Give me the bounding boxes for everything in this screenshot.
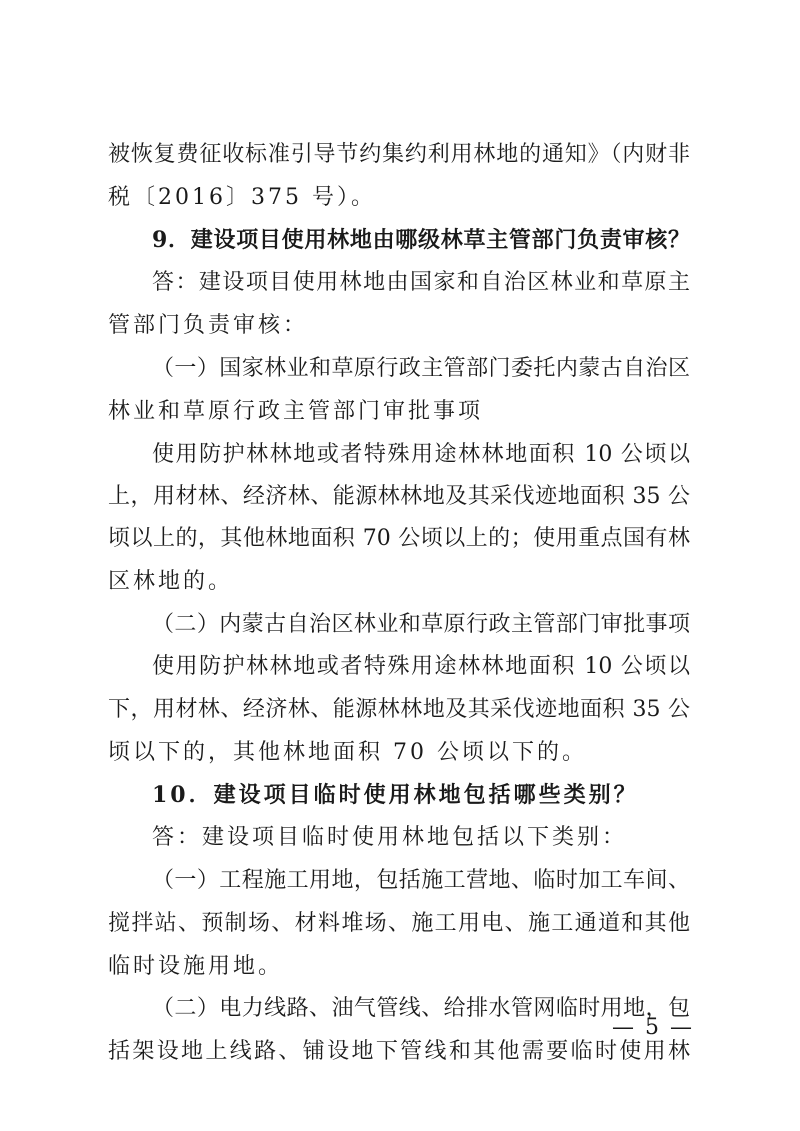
paragraph-line: 上，用材林、经济林、能源林林地及其采伐迹地面积 35 公 — [108, 484, 690, 509]
paragraph-line: 税〔2016〕375 号）。 — [108, 185, 376, 210]
paragraph-line: （一）工程施工用地，包括施工营地、临时加工车间、 — [152, 868, 690, 893]
paragraph-line: 顷以上的，其他林地面积 70 公顷以上的；使用重点国有林 — [108, 526, 690, 551]
section-heading: （一）国家林业和草原行政主管部门委托内蒙古自治区 — [152, 356, 690, 381]
paragraph-line: 搅拌站、预制场、材料堆场、施工用电、施工通道和其他 — [108, 911, 690, 936]
paragraph-line: 下，用材林、经济林、能源林林地及其采伐迹地面积 35 公 — [108, 697, 690, 722]
section-heading-line: 林业和草原行政主管部门审批事项 — [108, 399, 484, 424]
paragraph-line: 括架设地上线路、铺设地下管线和其他需要临时使用林 — [108, 1039, 690, 1064]
paragraph-line: 区林地的。 — [108, 569, 234, 594]
paragraph-line: 被恢复费征收标准引导节约集约利用林地的通知》（内财非 — [108, 142, 690, 167]
question-heading: 9．建设项目使用林地由哪级林草主管部门负责审核？ — [152, 227, 690, 253]
paragraph-line: 使用防护林林地或者特殊用途林林地面积 10 公顷以 — [152, 654, 690, 679]
answer-line: 管部门负责审核： — [108, 313, 309, 338]
paragraph-line: 临时设施用地。 — [108, 954, 284, 979]
paragraph-line: 使用防护林林地或者特殊用途林林地面积 10 公顷以 — [152, 442, 690, 467]
paragraph-line: （二）电力线路、油气管线、给排水管网临时用地，包 — [152, 996, 690, 1021]
question-heading: 10．建设项目临时使用林地包括哪些类别？ — [152, 782, 639, 808]
section-heading: （二）内蒙古自治区林业和草原行政主管部门审批事项 — [152, 612, 690, 637]
page-number: — 5 — — [612, 1015, 694, 1040]
answer-line: 答：建设项目临时使用林地包括以下类别： — [152, 825, 628, 850]
answer-line: 答：建设项目使用林地由国家和自治区林业和草原主 — [152, 270, 690, 295]
paragraph-line: 顷以下的，其他林地面积 70 公顷以下的。 — [108, 740, 587, 765]
